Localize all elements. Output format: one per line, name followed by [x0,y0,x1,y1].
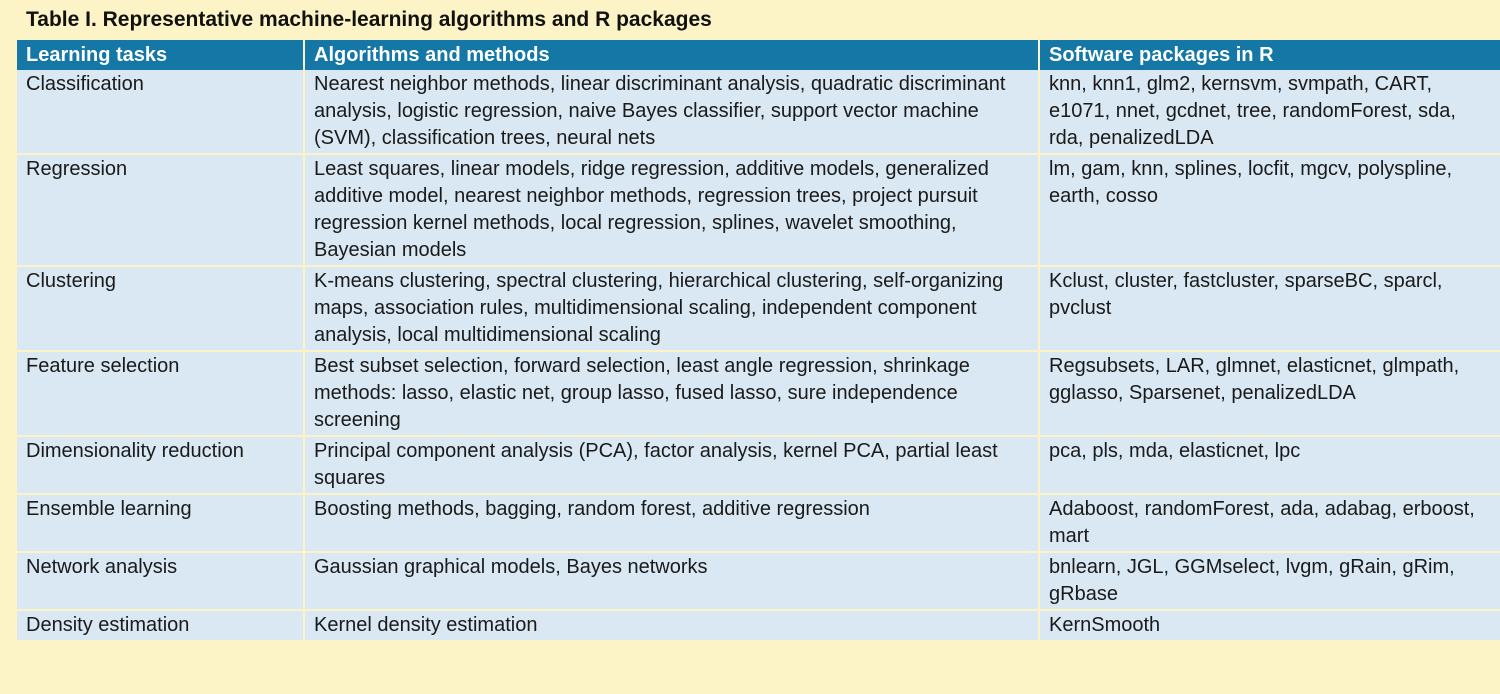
task-cell: Density estimation [17,610,304,641]
packages-cell: knn, knn1, glm2, kernsvm, svmpath, CART, e1071, nnet, gcdnet, tree, randomForest, sda, rda, penalizedLDA [1039,70,1500,154]
packages-cell: Kclust, cluster, fastcluster, sparseBC, sparcl, pvclust [1039,266,1500,351]
methods-cell: Kernel density estimation [304,610,1039,641]
packages-cell: lm, gam, knn, splines, locfit, mgcv, polyspline, earth, cosso [1039,154,1500,266]
task-cell: Regression [17,154,304,266]
table-row [17,494,1500,552]
column-header-algorithms: Algorithms and methods [304,40,1039,70]
task-cell: Dimensionality reduction [17,436,304,494]
packages-cell: bnlearn, JGL, GGMselect, lvgm, gRain, gRim, gRbase [1039,552,1500,610]
task-cell: Network analysis [17,552,304,610]
table-header-row [17,40,1500,70]
packages-cell: KernSmooth [1039,610,1500,641]
task-cell: Classification [17,70,304,154]
column-header-packages: Software packages in R [1039,40,1500,70]
column-header-learning-tasks: Learning tasks [17,40,304,70]
ml-algorithms-table [17,40,1500,642]
table-row [17,436,1500,494]
task-cell: Clustering [17,266,304,351]
table-row [17,610,1500,641]
methods-cell: K-means clustering, spectral clustering, hierarchical clustering, self-organizing maps, association rules, multidimensional scaling, independent component analysis, local multidimensional scaling [304,266,1039,351]
methods-cell: Least squares, linear models, ridge regression, additive models, generalized additive model, nearest neighbor methods, regression trees, project pursuit regression kernel methods, local regression, splines, wavelet smoothing, Bayesian models [304,154,1039,266]
packages-cell: Adaboost, randomForest, ada, adabag, erboost, mart [1039,494,1500,552]
methods-cell: Principal component analysis (PCA), factor analysis, kernel PCA, partial least squares [304,436,1039,494]
table-row [17,351,1500,436]
packages-cell: Regsubsets, LAR, glmnet, elasticnet, glmpath, gglasso, Sparsenet, penalizedLDA [1039,351,1500,436]
task-cell: Ensemble learning [17,494,304,552]
methods-cell: Best subset selection, forward selection, least angle regression, shrinkage methods: lasso, elastic net, group lasso, fused lasso, sure independence screening [304,351,1039,436]
table-row [17,154,1500,266]
methods-cell: Nearest neighbor methods, linear discriminant analysis, quadratic discriminant analysis, logistic regression, naive Bayes classifier, support vector machine (SVM), classification trees, neural nets [304,70,1039,154]
table-row [17,70,1500,154]
methods-cell: Gaussian graphical models, Bayes networks [304,552,1039,610]
table-caption: Table I. Representative machine-learning algorithms and R packages [26,8,712,31]
packages-cell: pca, pls, mda, elasticnet, lpc [1039,436,1500,494]
methods-cell: Boosting methods, bagging, random forest, additive regression [304,494,1039,552]
task-cell: Feature selection [17,351,304,436]
table-row [17,266,1500,351]
table-row [17,552,1500,610]
